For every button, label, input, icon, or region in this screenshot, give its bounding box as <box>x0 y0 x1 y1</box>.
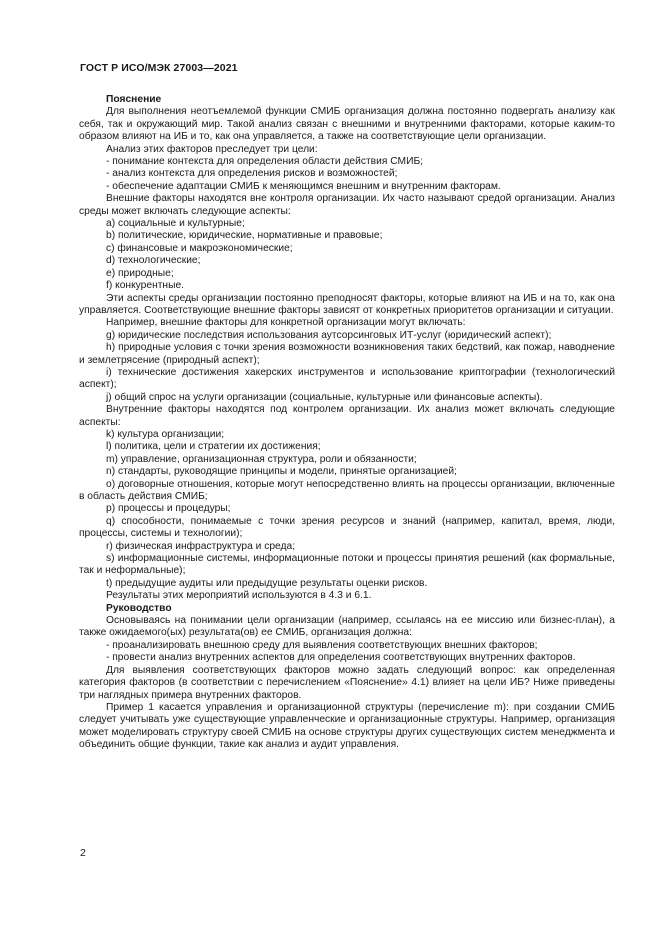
paragraph: Пример 1 касается управления и организационной структуры (перечисление m): при создании СМИБ следует учитывать уже существующие управленческие и организационные структуры. Например, организация может моделировать структуру своей СМИБ на основе структуры других существующих систем менеджмента и объединить общие функции, такие как анализ и аудит управления. <box>79 701 615 751</box>
list-item: h) природные условия с точки зрения возможности возникновения таких бедствий, как пожар, наводнение и землетрясение (природный аспект); <box>79 342 615 366</box>
list-item: d) технологические; <box>106 255 201 267</box>
list-item: r) физическая инфраструктура и среда; <box>106 540 296 552</box>
list-item: l) политика, цели и стратегии их достижения; <box>106 441 321 453</box>
list-item: j) общий спрос на услуги организации (социальные, культурные или финансовые аспекты). <box>106 391 543 403</box>
list-item: a) социальные и культурные; <box>106 218 245 230</box>
paragraph: Внешние факторы находятся вне контроля организации. Их часто называют средой организации. Анализ среды может включать следующие аспекты: <box>79 193 615 217</box>
paragraph: Для выявления соответствующих факторов можно задать следующий вопрос: как определенная категория факторов (в соответствии с перечислением «Пояснение» 4.1) влияет на цели ИБ? Ниже приведены три наглядных примера внутренних факторов. <box>79 664 615 701</box>
list-item: i) технические достижения хакерских инструментов и использование криптографии (технологический аспект); <box>79 366 615 391</box>
paragraph: Анализ этих факторов преследует три цели: <box>106 143 318 155</box>
list-item: - обеспечение адаптации СМИБ к меняющимся внешним и внутренним факторам. <box>106 180 501 192</box>
list-item: - анализ контекста для определения рисков и возможностей; <box>106 168 398 180</box>
paragraph: Для выполнения неотъемлемой функции СМИБ организация должна постоянно подвергать анализу как себя, так и окружающий мир. Такой анализ связан с внешними и внутренними факторами, которые каким-то образом влияют на ИБ и то, как она управляется, а также на соответствующие цели организации. <box>79 106 615 143</box>
list-item: b) политические, юридические, нормативные и правовые; <box>106 230 383 242</box>
paragraph: Эти аспекты среды организации постоянно преподносят факторы, которые влияют на ИБ и на то, как она управляется. Соответствующие внешние факторы зависят от конкретных приоритетов организации и ситуации. <box>79 292 615 316</box>
paragraph: Основываясь на понимании цели организации (например, ссылаясь на ее миссию или бизнес-план), а также ожидаемого(ых) результата(ов) ее СМИБ, организация должна: <box>79 615 615 639</box>
paragraph: Внутренние факторы находятся под контролем организации. Их анализ может включать следующие аспекты: <box>79 404 615 428</box>
list-item: p) процессы и процедуры; <box>106 503 231 515</box>
list-item: c) финансовые и макроэкономические; <box>106 242 293 254</box>
list-item: g) юридические последствия использования аутсорсинговых ИТ-услуг (юридический аспект); <box>106 329 552 341</box>
paragraph: Результаты этих мероприятий используются в 4.3 и 6.1. <box>106 590 372 602</box>
list-item: k) культура организации; <box>106 428 225 440</box>
section-heading: Пояснение <box>106 94 162 105</box>
list-item: m) управление, организационная структура, роли и обязанности; <box>106 453 417 465</box>
list-item: - проанализировать внешнюю среду для выявления соответствующих внешних факторов; <box>106 639 538 651</box>
document-header: ГОСТ Р ИСО/МЭК 27003—2021 <box>80 62 238 74</box>
list-item: t) предыдущие аудиты или предыдущие результаты оценки рисков. <box>106 577 428 589</box>
document-body <box>79 94 615 752</box>
list-item: f) конкурентные. <box>106 280 185 292</box>
list-item: o) договорные отношения, которые могут непосредственно влиять на процессы организации, включенные в область действия СМИБ; <box>79 478 615 502</box>
list-item: n) стандарты, руководящие принципы и модели, принятые организацией; <box>106 466 457 478</box>
section-heading: Руководство <box>106 602 172 614</box>
list-item: e) природные; <box>106 267 174 279</box>
page-number: 2 <box>80 847 86 859</box>
list-item: - понимание контекста для определения области действия СМИБ; <box>106 156 424 168</box>
list-item: s) информационные системы, информационные потоки и процессы принятия решений (как формальные, так и неформальные); <box>79 553 615 577</box>
list-item: q) способности, понимаемые с точки зрения ресурсов и знаний (например, капитал, время, люди, процессы, системы и технологии); <box>79 515 615 540</box>
paragraph: Например, внешние факторы для конкретной организации могут включать: <box>106 317 466 329</box>
list-item: - провести анализ внутренних аспектов для определения соответствующих внутренних факторов. <box>106 652 576 664</box>
